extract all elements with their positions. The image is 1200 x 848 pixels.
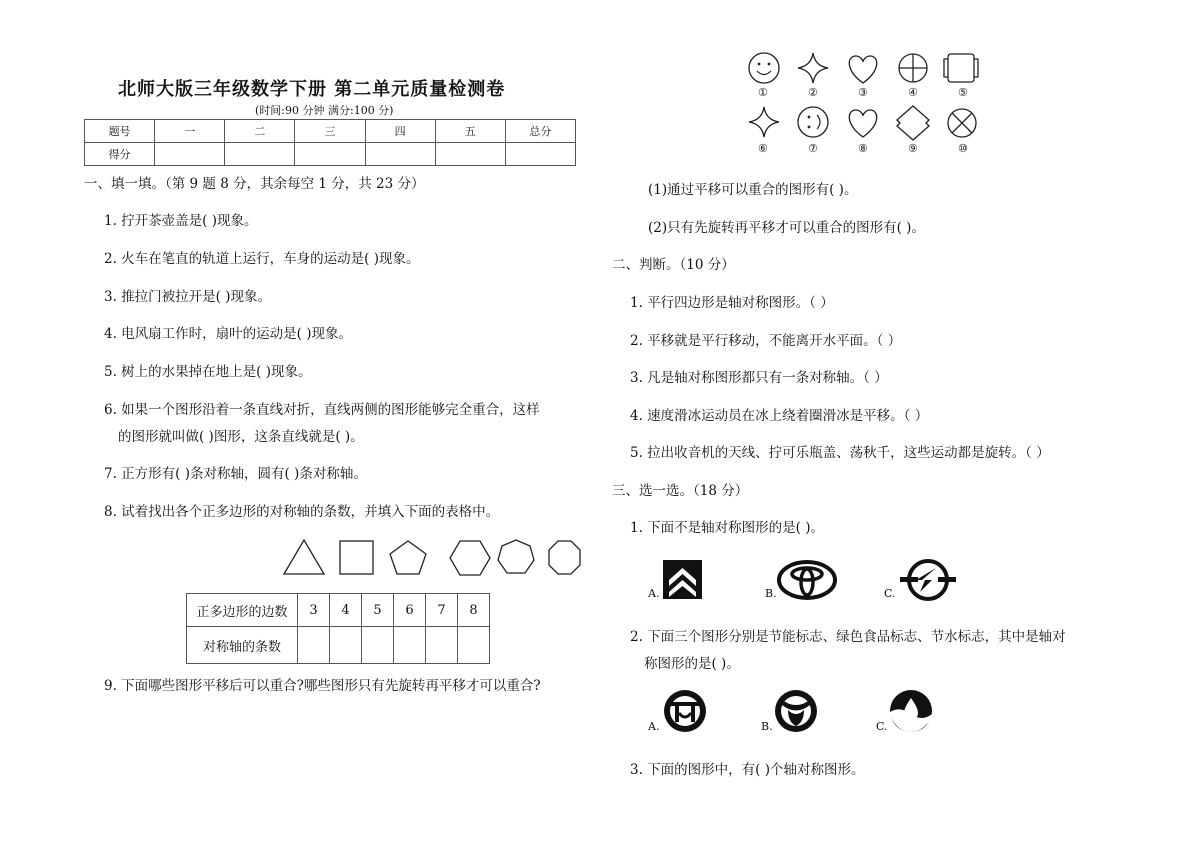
judge-question-2: 2. 平移就是平行移动，不能离开水平面。（ ） bbox=[630, 333, 902, 349]
judge-question-1: 1. 平行四边形是轴对称图形。（ ） bbox=[630, 295, 834, 311]
score-table-score-row bbox=[85, 143, 576, 166]
judge-question-3: 3. 凡是轴对称图形都只有一条对称轴。（ ） bbox=[630, 370, 888, 386]
score-input-cell[interactable] bbox=[295, 143, 365, 166]
regular-polygons bbox=[280, 536, 590, 578]
score-cell: 总分 bbox=[505, 120, 575, 143]
figures-row-1 bbox=[745, 50, 985, 90]
polygon-row-label: 对称轴的条数 bbox=[187, 627, 298, 664]
question-1-8: 8. 试着找出各个正多边形的对称轴的条数，并填入下面的表格中。 bbox=[104, 504, 500, 520]
figure-label: ⑤ bbox=[958, 86, 968, 99]
score-input-cell[interactable] bbox=[225, 143, 295, 166]
choice-question-3: 3. 下面的图形中，有( )个轴对称图形。 bbox=[630, 762, 865, 778]
option-label-b: B. bbox=[761, 720, 773, 733]
axes-answer-cell[interactable] bbox=[330, 627, 362, 664]
score-input-cell[interactable] bbox=[505, 143, 575, 166]
notched-diamond-icon bbox=[897, 106, 929, 140]
option-label-a: A. bbox=[648, 587, 660, 600]
score-input-cell[interactable] bbox=[155, 143, 225, 166]
figure-label: ④ bbox=[908, 86, 918, 99]
score-input-cell[interactable] bbox=[365, 143, 435, 166]
option-label-c: C. bbox=[884, 587, 896, 600]
polygon-side-count: 6 bbox=[394, 594, 426, 627]
citroen-logo-icon bbox=[663, 560, 703, 600]
score-cell: 三 bbox=[295, 120, 365, 143]
score-input-cell[interactable] bbox=[435, 143, 505, 166]
axes-answer-cell[interactable] bbox=[362, 627, 394, 664]
question-1-2: 2. 火车在笔直的轨道上运行，车身的运动是( )现象。 bbox=[104, 251, 420, 267]
heart-icon bbox=[849, 110, 876, 137]
option-label-a: A. bbox=[648, 720, 660, 733]
figure-label: ⑨ bbox=[908, 142, 918, 155]
polygon-side-count: 4 bbox=[330, 594, 362, 627]
choice-question-2a: 2. 下面三个图形分别是节能标志、绿色食品标志、节水标志，其中是轴对 bbox=[630, 629, 1066, 645]
section2-heading: 二、判断。（10 分） bbox=[612, 257, 735, 273]
opel-logo-icon bbox=[898, 558, 958, 602]
option-label-b: B. bbox=[765, 587, 777, 600]
octagon-shape bbox=[549, 541, 580, 574]
question-1-6b: 的图形就叫做( )图形，这条直线就是( )。 bbox=[118, 429, 364, 445]
notched-square-icon bbox=[944, 54, 978, 82]
question-1-4: 4. 电风扇工作时，扇叶的运动是( )现象。 bbox=[104, 326, 352, 342]
question-9-1: (1)通过平移可以重合的图形有( )。 bbox=[648, 182, 858, 198]
polygon-row-label: 正多边形的边数 bbox=[187, 594, 298, 627]
figure-label: ② bbox=[808, 86, 818, 99]
question-1-5: 5. 树上的水果掉在地上是( )现象。 bbox=[104, 364, 312, 380]
square-shape bbox=[340, 541, 373, 574]
choice-question-2b: 称图形的是( )。 bbox=[644, 656, 740, 672]
score-cell: 得分 bbox=[85, 143, 155, 166]
score-cell: 四 bbox=[365, 120, 435, 143]
figure-label: ⑦ bbox=[808, 142, 818, 155]
question-1-6a: 6. 如果一个图形沿着一条直线对折，直线两侧的图形能够完全重合，这样 bbox=[104, 402, 540, 418]
score-cell: 五 bbox=[435, 120, 505, 143]
figure-label: ⑧ bbox=[858, 142, 868, 155]
four-point-star-icon bbox=[798, 53, 828, 83]
question-9-2: (2)只有先旋转再平移才可以重合的图形有( )。 bbox=[648, 220, 925, 236]
judge-question-5: 5. 拉出收音机的天线、拧可乐瓶盖、荡秋千，这些运动都是旋转。（ ） bbox=[630, 445, 1050, 461]
score-cell: 题号 bbox=[85, 120, 155, 143]
rotated-face-icon bbox=[798, 107, 828, 137]
hexagon-shape bbox=[450, 541, 490, 575]
four-point-star-icon bbox=[749, 107, 779, 137]
figure-label: ⑥ bbox=[758, 142, 768, 155]
polygon-side-count: 8 bbox=[458, 594, 490, 627]
section1-heading: 一、填一填。（第 9 题 8 分，其余每空 1 分，共 23 分） bbox=[84, 176, 425, 192]
score-cell: 二 bbox=[225, 120, 295, 143]
circle-x-icon bbox=[948, 109, 976, 137]
score-table-header-row bbox=[85, 120, 576, 143]
triangle-shape bbox=[284, 540, 324, 574]
polygon-axes-row bbox=[187, 627, 490, 664]
green-food-logo-icon bbox=[773, 688, 819, 734]
figure-label: ① bbox=[758, 86, 768, 99]
section3-heading: 三、选一选。（18 分） bbox=[612, 483, 749, 499]
figure-label: ③ bbox=[858, 86, 868, 99]
page-subtitle: (时间:90 分钟 满分:100 分) bbox=[255, 104, 394, 117]
polygon-side-count: 5 bbox=[362, 594, 394, 627]
question-1-7: 7. 正方形有( )条对称轴，圆有( )条对称轴。 bbox=[104, 466, 367, 482]
axes-answer-cell[interactable] bbox=[394, 627, 426, 664]
pentagon-shape bbox=[390, 541, 426, 574]
page-title: 北师大版三年级数学下册 第二单元质量检测卷 bbox=[118, 79, 506, 100]
choice-question-1: 1. 下面不是轴对称图形的是( )。 bbox=[630, 520, 824, 536]
polygon-side-count: 7 bbox=[426, 594, 458, 627]
question-1-3: 3. 推拉门被拉开是( )现象。 bbox=[104, 289, 271, 305]
energy-saving-logo-icon bbox=[662, 688, 708, 734]
water-saving-logo-icon bbox=[888, 688, 934, 734]
axes-answer-cell[interactable] bbox=[298, 627, 330, 664]
question-1-9: 9. 下面哪些图形平移后可以重合?哪些图形只有先旋转再平移才可以重合? bbox=[104, 678, 541, 694]
score-cell: 一 bbox=[155, 120, 225, 143]
figure-label: ⑩ bbox=[958, 142, 968, 155]
circle-cross-icon bbox=[899, 54, 927, 82]
smiley-face-icon bbox=[749, 53, 779, 83]
polygon-sides-row bbox=[187, 594, 490, 627]
heptagon-shape bbox=[498, 540, 534, 573]
option-label-c: C. bbox=[876, 720, 888, 733]
figures-row-2 bbox=[745, 104, 985, 144]
polygon-table bbox=[186, 593, 490, 664]
question-1-1: 1. 拧开茶壶盖是( )现象。 bbox=[104, 213, 258, 229]
score-table bbox=[84, 119, 576, 166]
polygon-side-count: 3 bbox=[298, 594, 330, 627]
toyota-logo-icon bbox=[777, 560, 837, 600]
judge-question-4: 4. 速度滑冰运动员在冰上绕着圈滑冰是平移。（ ） bbox=[630, 408, 929, 424]
axes-answer-cell[interactable] bbox=[426, 627, 458, 664]
axes-answer-cell[interactable] bbox=[458, 627, 490, 664]
heart-icon bbox=[849, 56, 876, 83]
